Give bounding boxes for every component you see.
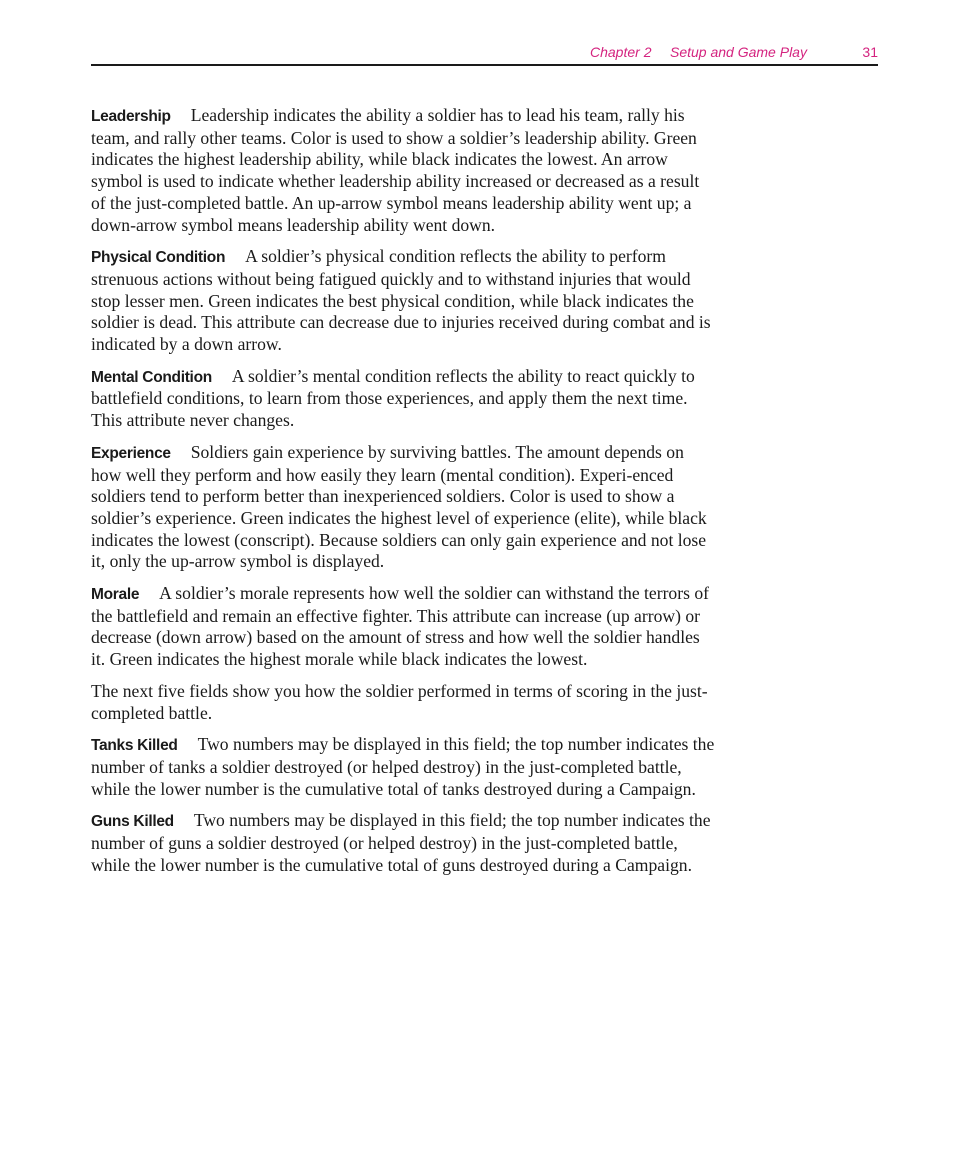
desc-physical-condition: A soldier’s physical condition reflects the ability to perform strenuous actions without being fatigued quickly and to withstand injuries that would stop lesser men. Green indicates the best physical condition, while black indicates the soldier is dead. This attribute can decrease due to injuries received during combat and is indicated by a down arrow. bbox=[91, 246, 711, 355]
page-body bbox=[91, 105, 717, 887]
desc-experience: Soldiers gain experience by surviving battles. The amount depends on how well they perform and how easily they learn (mental condition). Experi-enced soldiers tend to perform better than inexperienced soldiers. Color is used to show a soldier’s experience. Green indicates the highest level of experience (elite), while black indicates the lowest (conscript). Because soldiers can only gain experience and not lose it, only the up-arrow symbol is displayed. bbox=[91, 441, 707, 572]
entry-physical-condition bbox=[91, 246, 717, 356]
desc-mental-condition: A soldier’s mental condition reflects the ability to react quickly to battlefield conditions, to learn from those experiences, and apply them the next time. This attribute never changes. bbox=[91, 365, 695, 431]
entry-tanks-killed bbox=[91, 734, 717, 800]
term-leadership: Leadership bbox=[91, 108, 171, 125]
entry-experience bbox=[91, 442, 717, 573]
desc-tanks-killed: Two numbers may be displayed in this field; the top number indicates the number of tanks a soldier destroyed (or helped destroy) in the just-completed battle, while the lower number is the cumulative total of tanks destroyed during a Campaign. bbox=[91, 734, 715, 799]
desc-morale: A soldier’s morale represents how well the soldier can withstand the terrors of the battlefield and remain an effective fighter. This attribute can increase (up arrow) or decrease (down arrow) based on the amount of stress and how well the soldier handles it. Green indicates the highest morale while black indicates the lowest. bbox=[91, 583, 709, 670]
header-section-title: Setup and Game Play bbox=[670, 44, 807, 60]
term-tanks-killed: Tanks Killed bbox=[91, 737, 178, 755]
desc-guns-killed: Two numbers may be displayed in this field; the top number indicates the number of guns a soldier destroyed (or helped destroy) in the just-completed battle, while the lower number is the cumulative total of guns destroyed during a Campaign. bbox=[91, 810, 711, 875]
term-experience: Experience bbox=[91, 444, 171, 462]
term-guns-killed: Guns Killed bbox=[91, 813, 174, 831]
header-chapter: Chapter 2 bbox=[590, 44, 652, 60]
term-morale: Morale bbox=[91, 586, 140, 604]
term-mental-condition: Mental Condition bbox=[91, 368, 212, 386]
entry-leadership bbox=[91, 105, 717, 236]
entry-morale bbox=[91, 583, 717, 671]
term-physical-condition: Physical Condition bbox=[91, 249, 226, 267]
entry-guns-killed bbox=[91, 810, 717, 876]
scoring-intro: The next five fields show you how the soldier performed in terms of scoring in the just-completed battle. bbox=[91, 680, 708, 723]
running-header bbox=[91, 44, 878, 66]
entry-mental-condition bbox=[91, 366, 717, 432]
desc-leadership: Leadership indicates the ability a soldier has to lead his team, rally his team, and rally other teams. Color is used to show a soldier’s leadership ability. Green indicates the highest leadership ability, while black indicates the lowest. An arrow symbol is used to indicate whether leadership ability increased or decreased as a result of the just-completed battle. An up-arrow symbol means leadership ability went up; a down-arrow symbol means leadership ability went down. bbox=[91, 105, 700, 235]
page-number: 31 bbox=[862, 44, 878, 60]
